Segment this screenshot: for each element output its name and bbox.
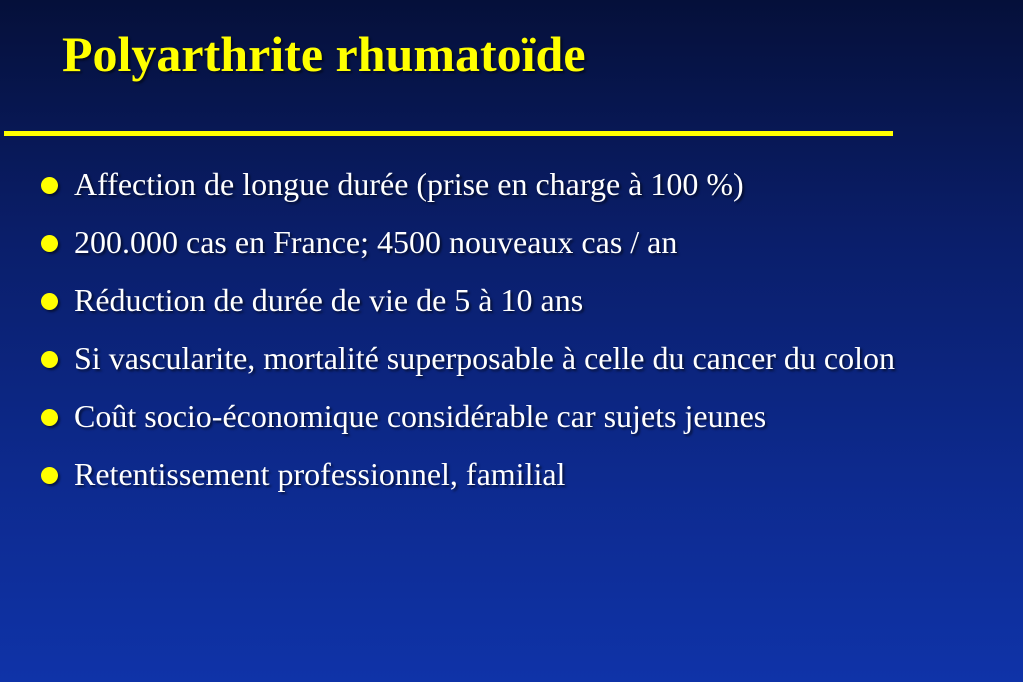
bullet-dot-icon [41, 467, 58, 484]
bullet-list [36, 160, 1021, 508]
bullet-text: Retentissement professionnel, familial [74, 456, 566, 492]
bullet-item-1 [36, 160, 1021, 208]
bullet-dot-icon [41, 177, 58, 194]
bullet-text: Réduction de durée de vie de 5 à 10 ans [74, 282, 584, 318]
bullet-item-6 [36, 450, 1021, 498]
bullet-item-2 [36, 218, 1021, 266]
bullet-text: Affection de longue durée (prise en charge à 100 %) [74, 166, 744, 202]
bullet-item-4 [36, 334, 1021, 382]
bullet-dot-icon [41, 351, 58, 368]
bullet-text: 200.000 cas en France; 4500 nouveaux cas / an [74, 224, 678, 260]
bullet-dot-icon [41, 409, 58, 426]
bullet-text: Coût socio-économique considérable car sujets jeunes [74, 398, 767, 434]
bullet-item-5 [36, 392, 1021, 440]
bullet-dot-icon [41, 235, 58, 252]
bullet-item-3 [36, 276, 1021, 324]
bullet-text: Si vascularite, mortalité superposable à celle du cancer du colon [74, 340, 896, 376]
slide-title: Polyarthrite rhumatoïde [62, 26, 586, 82]
title-underline [4, 131, 893, 136]
bullet-dot-icon [41, 293, 58, 310]
